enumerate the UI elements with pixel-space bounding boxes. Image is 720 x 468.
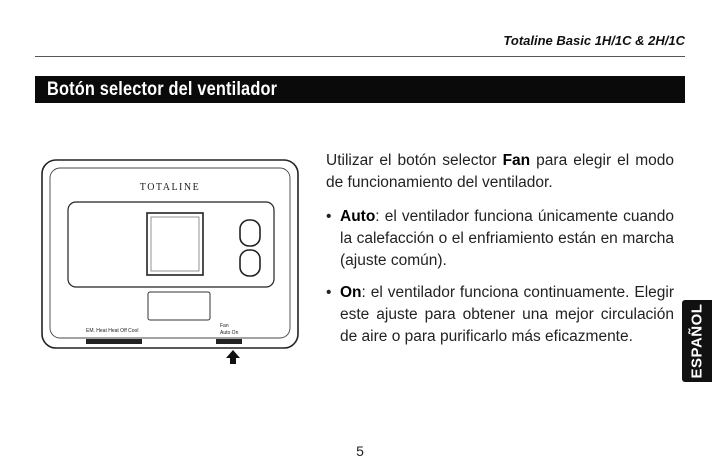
page-number: 5 xyxy=(356,443,364,459)
down-button xyxy=(240,250,260,276)
door-slot xyxy=(148,292,210,320)
list-item-on: • On: el ventilador funciona continuamente. Elegir este ajuste para obtener una mejor circulación de aire o para purificarlo más eficazmente. xyxy=(326,284,674,345)
list-item-auto: • Auto: el ventilador funciona únicamente cuando la calefacción o el enfriamiento están en marcha (ajuste común). xyxy=(326,208,674,269)
language-tab-label: ESPAÑOL xyxy=(688,303,706,379)
up-button xyxy=(240,220,260,246)
arrow-up-icon xyxy=(226,350,240,364)
intro-paragraph: Utilizar el botón selector Fan para elegir el modo de funcionamiento del ventilador. xyxy=(326,152,674,191)
fan-mode-list xyxy=(326,206,674,348)
body-text xyxy=(326,150,674,358)
fan-switch xyxy=(216,339,242,344)
system-switch xyxy=(86,339,142,344)
language-tab xyxy=(682,300,712,382)
fan-switch-options: Auto On xyxy=(220,330,239,336)
section-title: Botón selector del ventilador xyxy=(47,79,278,100)
system-switch-labels: EM. Heat Heat Off Cool xyxy=(86,328,139,334)
fan-switch-label: Fan xyxy=(220,323,229,329)
section-heading-bar xyxy=(35,76,685,103)
thermostat-illustration xyxy=(40,158,305,368)
display-screen xyxy=(147,213,203,275)
header-divider xyxy=(35,56,685,57)
thermostat-brand: TOTALINE xyxy=(139,182,201,193)
running-header: Totaline Basic 1H/1C & 2H/1C xyxy=(503,33,685,48)
